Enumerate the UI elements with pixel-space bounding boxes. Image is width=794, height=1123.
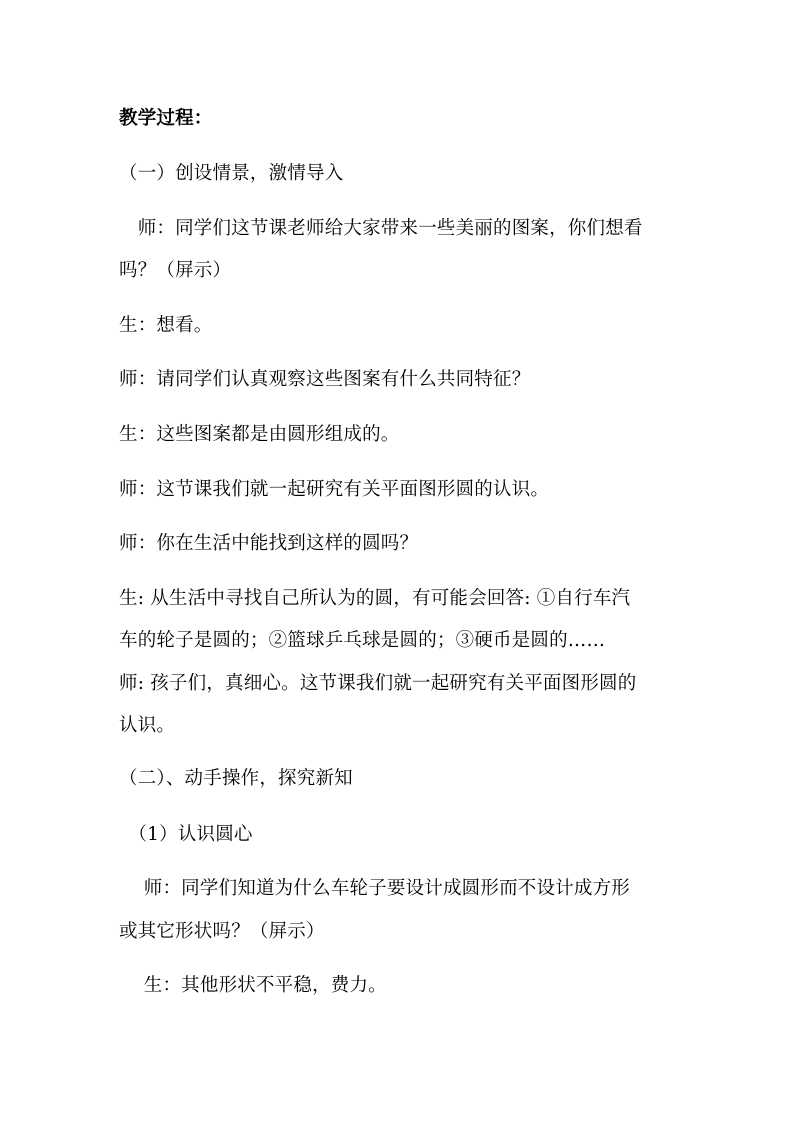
- paragraph-1-line-1: 师：同学们这节课老师给大家带来一些美丽的图案，你们想看: [119, 218, 643, 239]
- section-title-2: （二）、动手操作，探究新知: [119, 768, 353, 789]
- paragraph-1-line-2: 吗？（屏示）: [119, 260, 232, 281]
- paragraph-7-line-2: 车的轮子是圆的；②篮球乒乓球是圆的；③硬币是圆的……: [119, 630, 606, 651]
- paragraph-10: 生：其他形状不平稳，费力。: [119, 975, 387, 996]
- paragraph-2: 生：想看。: [119, 315, 213, 336]
- paragraph-7-line-1: 生: 从生活中寻找自己所认为的圆，有可能会回答: ①自行车汽: [119, 588, 631, 609]
- paragraph-9-line-2: 或其它形状吗？（屏示）: [119, 921, 325, 942]
- paragraph-4: 生：这些图案都是由圆形组成的。: [119, 424, 400, 445]
- paragraph-8-line-2: 认识。: [119, 715, 176, 736]
- section-title-1: （一）创设情景，激情导入: [119, 163, 344, 184]
- paragraph-8-line-1: 师: 孩子们，真细心。这节课我们就一起研究有关平面图形圆的: [119, 673, 637, 694]
- paragraph-3: 师：请同学们认真观察这些图案有什么共同特征？: [119, 369, 531, 390]
- paragraph-5: 师：这节课我们就一起研究有关平面图形圆的认识。: [119, 479, 550, 500]
- paragraph-6: 师：你在生活中能找到这样的圆吗？: [119, 533, 419, 554]
- paragraph-9-line-1: 师：同学们知道为什么车轮子要设计成圆形而不设计成方形: [119, 878, 630, 899]
- subsection-title-1: （1）认识圆心: [119, 824, 253, 845]
- heading: 教学过程：: [119, 108, 213, 129]
